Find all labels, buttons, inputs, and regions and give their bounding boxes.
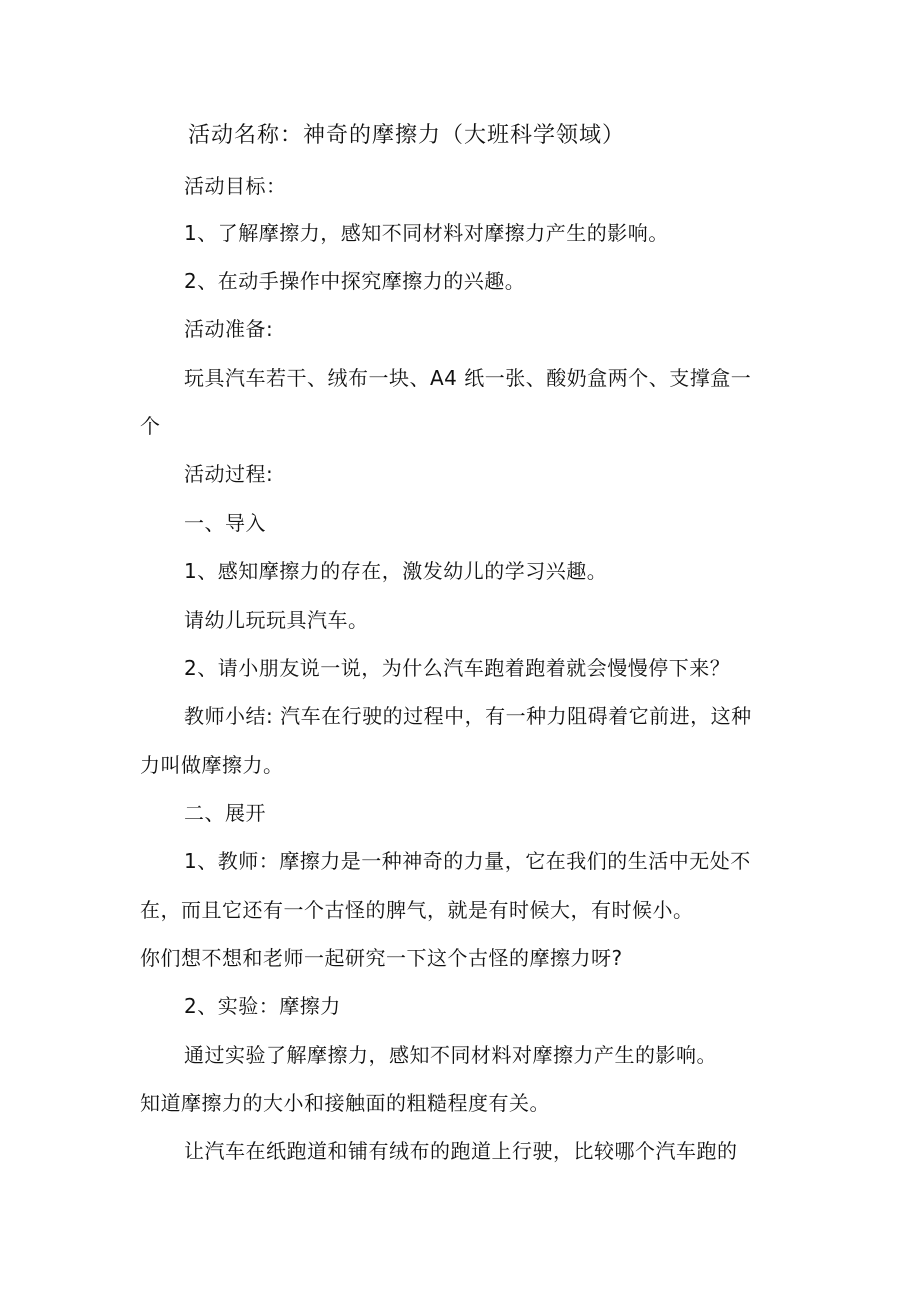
section-heading-process: 活动过程: [184, 462, 274, 486]
paragraph: 教师小结: 汽车在行驶的过程中，有一种力阻碍着它前进，这种 [184, 704, 752, 728]
paragraph-continuation: 个 [140, 414, 161, 438]
paragraph: 让汽车在纸跑道和铺有绒布的跑道上行驶，比较哪个汽车跑的 [184, 1139, 738, 1163]
paragraph: 1、感知摩擦力的存在，激发幼儿的学习兴趣。 [184, 559, 608, 583]
subsection-heading: 一、导入 [184, 511, 266, 535]
section-heading-goals: 活动目标： [184, 174, 287, 198]
section-heading-preparation: 活动准备: [184, 317, 274, 341]
paragraph: 1、了解摩擦力，感知不同材料对摩擦力产生的影响。 [184, 221, 669, 245]
paragraph: 2、请小朋友说一说，为什么汽车跑着跑着就会慢慢停下来？ [184, 656, 731, 680]
paragraph: 玩具汽车若干、绒布一块、A4 纸一张、酸奶盒两个、支撑盒一 [184, 366, 752, 390]
paragraph: 请幼儿玩玩具汽车。 [184, 608, 369, 632]
paragraph: 通过实验了解摩擦力，感知不同材料对摩擦力产生的影响。 [184, 1043, 717, 1067]
paragraph: 1、教师：摩擦力是一种神奇的力量，它在我们的生活中无处不 [184, 849, 751, 873]
page-title: 活动名称：神奇的摩擦力（大班科学领域） [188, 123, 626, 148]
paragraph: 知道摩擦力的大小和接触面的粗糙程度有关。 [140, 1091, 550, 1115]
paragraph: 你们想不想和老师一起研究一下这个古怪的摩擦力呀? [140, 946, 623, 970]
subsection-heading: 二、展开 [184, 801, 266, 825]
paragraph-continuation: 在，而且它还有一个古怪的脾气，就是有时候大，有时候小。 [140, 898, 694, 922]
paragraph: 2、在动手操作中探究摩擦力的兴趣。 [184, 269, 526, 293]
paragraph: 2、实验：摩擦力 [184, 994, 341, 1018]
paragraph-continuation: 力叫做摩擦力。 [140, 753, 284, 777]
